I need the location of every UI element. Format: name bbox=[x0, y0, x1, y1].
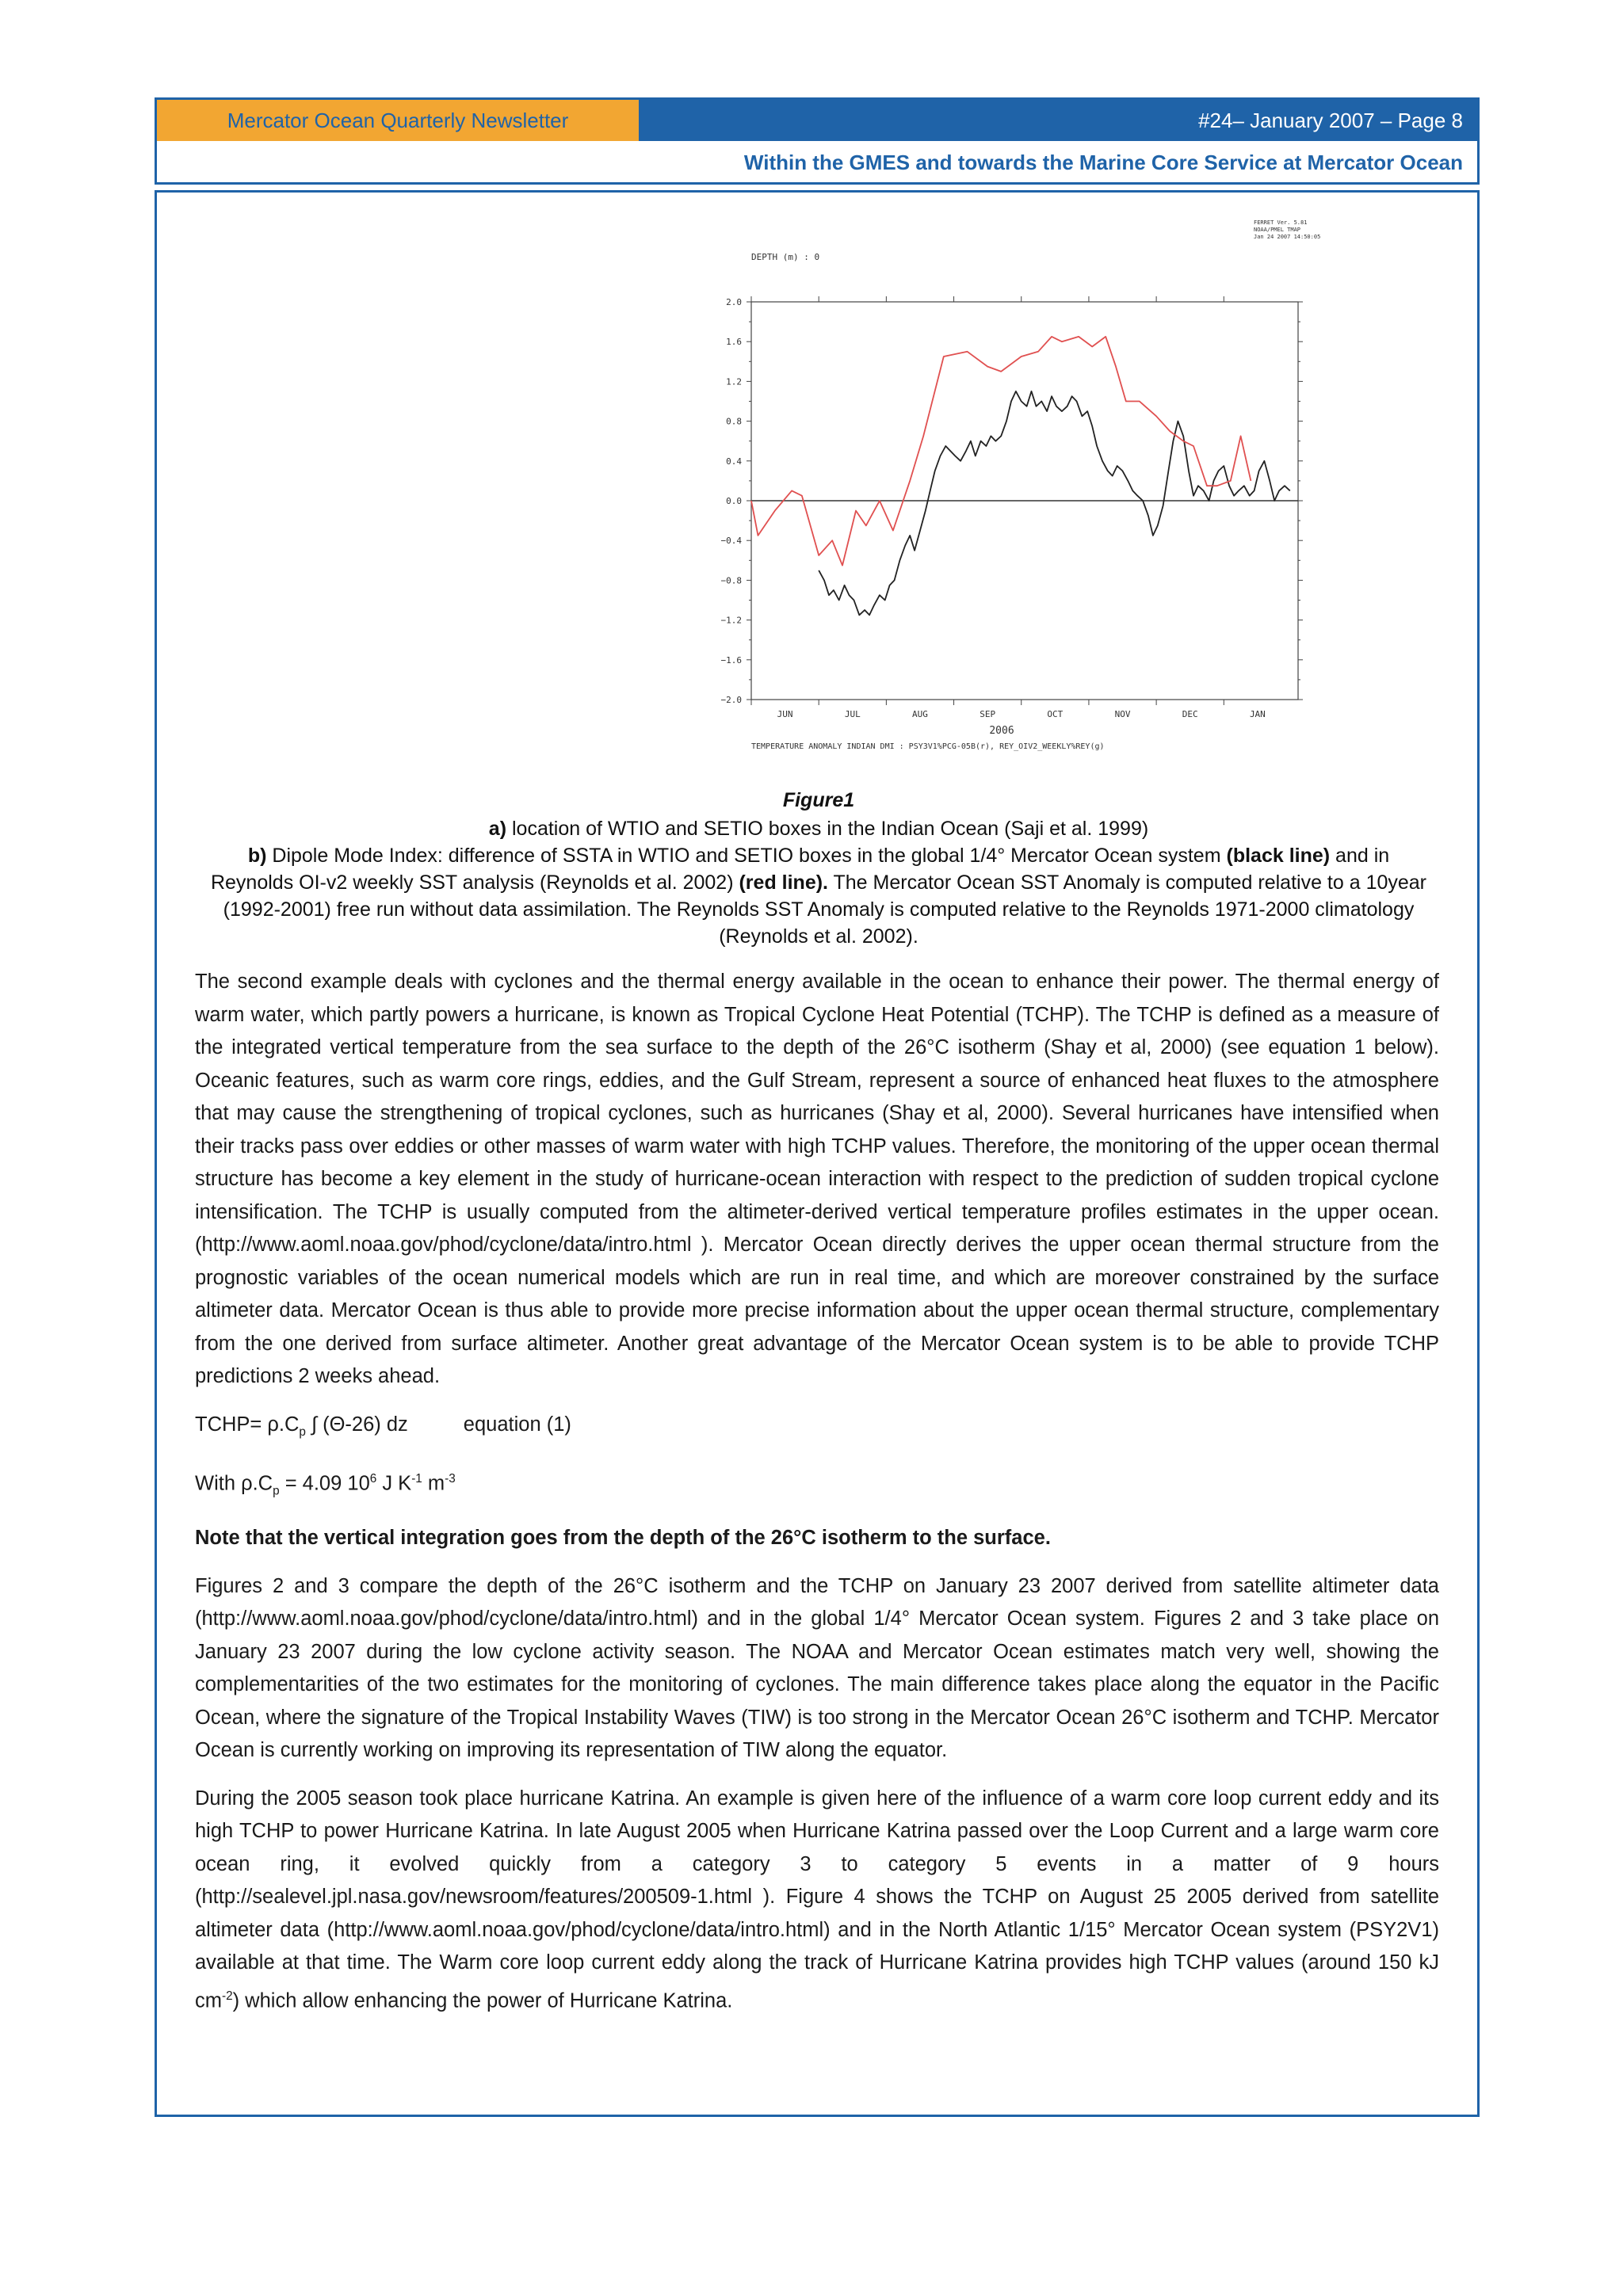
x-tick-label: OCT bbox=[1047, 709, 1064, 719]
plot-area bbox=[721, 296, 1304, 719]
article-body bbox=[195, 966, 1439, 2033]
caption-line-a: a) location of WTIO and SETIO boxes in the Indian Ocean (Saji et al. 1999) bbox=[488, 818, 1149, 840]
y-tick-label: −1.2 bbox=[720, 615, 742, 626]
figure-title: Figure1 bbox=[782, 789, 855, 811]
y-tick-label: 0.8 bbox=[726, 416, 742, 427]
x-tick-label: JUN bbox=[777, 709, 793, 719]
x-tick-label: DEC bbox=[1182, 709, 1198, 719]
header-subtitle: Within the GMES and towards the Marine Core Service at Mercator Ocean bbox=[743, 151, 1463, 174]
y-tick-label: 1.2 bbox=[726, 376, 742, 387]
page-header bbox=[155, 97, 1480, 185]
figure-caption bbox=[204, 787, 1433, 950]
y-tick-label: −2.0 bbox=[720, 695, 742, 705]
paragraph-tchp-intro: The second example deals with cyclones and the thermal energy available in the ocean to enhance their power. The thermal energy of warm water, which partly powers a hurricane, is known as Tropical Cyclone Heat Potential (TCHP). The TCHP is defined as a measure of the integrated vertical temperature from the sea surface to the depth of the 26°C isotherm (Shay et al, 2000) (see equation 1 below). Oceanic features, such as warm core rings, eddies, and the Gulf Stream, represent a source of enhanced heat fluxes to the atmosphere that may cause the strengthening of tropical cyclones, such as hurricanes (Shay et al, 2000). Several hurricanes have intensified when their tracks pass over eddies or other masses of warm water with high TCHP values. Therefore, the monitoring of the upper ocean thermal structure has become a key element in the study of hurricane-ocean interaction with respect to the prediction of sudden tropical cyclone intensification. The TCHP is usually computed from the altimeter-derived vertical temperature profiles estimates in the upper ocean. (http://www.aoml.noaa.gov/phod/cyclone/data/intro.html ). Mercator Ocean directly derives the upper ocean thermal structure from the prognostic variables of the ocean numerical models which are run in real time, and which are moreover constrained by the surface altimeter data. Mercator Ocean is thus able to provide more precise information about the upper ocean thermal structure, complementary from the one derived from surface altimeter. Another great advantage of the Mercator Ocean system is to be able to provide TCHP predictions 2 weeks ahead. bbox=[195, 971, 1439, 1387]
y-tick-label: −0.4 bbox=[720, 536, 742, 547]
ferret-stamp-1: FERRET Ver. 5.81 bbox=[1254, 219, 1308, 226]
x-tick-label: NOV bbox=[1114, 709, 1131, 719]
y-tick-label: −1.6 bbox=[720, 654, 742, 666]
newsletter-title: Mercator Ocean Quarterly Newsletter bbox=[157, 100, 639, 141]
paragraph-figures-2-3: Figures 2 and 3 compare the depth of the 26°C isotherm and the TCHP on January 23 2007 derived from satellite altimeter data (http://www.aoml.noaa.gov/phod/cyclone/data/intro.html) and in the global 1/4° Mercator Ocean system. Figures 2 and 3 take place on January 23 2007 during the low cyclone activity season. The NOAA and Mercator Ocean estimates match very well, showing the complementarities of the two estimates for the monitoring of cyclones. The main difference takes place along the equator in the Pacific Ocean, where the signature of the Tropical Instability Waves (TIW) is too strong in the Mercator Ocean 26°C isotherm and TCHP. Mercator Ocean is currently working on improving its representation of TIW along the equator. bbox=[195, 1574, 1439, 1762]
dmi-line-chart bbox=[632, 200, 1393, 755]
integration-note: Note that the vertical integration goes from the depth of the 26°C isotherm to the surface. bbox=[195, 1527, 1051, 1550]
x-tick-label: JAN bbox=[1249, 709, 1266, 719]
figure-1-chart bbox=[632, 200, 1393, 755]
series-line-mercator bbox=[819, 391, 1290, 615]
ferret-stamp-3: Jan 24 2007 14:50:05 bbox=[1254, 234, 1321, 240]
y-tick-label: 1.6 bbox=[726, 337, 742, 348]
x-axis-label: 2006 bbox=[989, 725, 1014, 737]
y-tick-label: 0.4 bbox=[726, 456, 742, 467]
y-tick-label: −0.8 bbox=[720, 575, 742, 586]
x-tick-label: JUL bbox=[844, 709, 861, 719]
y-tick-label: 2.0 bbox=[726, 297, 742, 307]
equation-constant: With $\rho.C_p = 4.09$ $10^6$ J $K^{-1}$ $m^{-3}$ bbox=[195, 1472, 456, 1498]
paragraph-katrina: During the 2005 season took place hurricane Katrina. An example is given here of the influence of a warm core loop current eddy and its high TCHP to power Hurricane Katrina. In late August 2005 when Hurricane Katrina passed over the Loop Current and a large warm core ocean ring, it evolved quickly from a category 3 to category 5 events in a matter of 9 hours (http://sealevel.jpl.nasa.gov/newsroom/features/200509-1.html ). Figure 4 shows the TCHP on August 25 2005 derived from satellite altimeter data (http://www.aoml.noaa.gov/phod/cyclone/data/intro.html) and in the North Atlantic 1/15° Mercator Ocean system (PSY2V1) available at that time. The Warm core loop current eddy along the track of Hurricane Katrina provides high TCHP values (around 150 kJ $cm^{-2}$) which allow enhancing the power of Hurricane Katrina. bbox=[195, 1787, 1439, 2012]
issue-page-label: #24– January 2007 – Page 8 bbox=[1198, 109, 1463, 132]
equation-1: TCHP= $\rho.C_p$ ∫ (Θ-26) dz equation (1) bbox=[195, 1413, 571, 1439]
x-tick-label: SEP bbox=[980, 709, 996, 719]
content-frame bbox=[155, 190, 1480, 2117]
chart-footer: TEMPERATURE ANOMALY INDIAN DMI : PSY3V1%PCG-05B(r), REY_OIV2_WEEKLY%REY(g) bbox=[751, 742, 1105, 751]
y-tick-label: 0.0 bbox=[726, 496, 742, 506]
ferret-stamp-2: NOAA/PMEL TMAP bbox=[1254, 227, 1301, 233]
x-tick-label: AUG bbox=[912, 709, 928, 719]
equation-label: equation (1) bbox=[463, 1413, 571, 1436]
series-line-reynolds bbox=[751, 337, 1251, 566]
caption-line-b: b) Dipole Mode Index: difference of SSTA in WTIO and SETIO boxes in the global 1/4° Mercator Ocean system (black line) and in Reynolds OI-v2 weekly SST analysis (Reynolds et al. 2002) (red line). The Mercator Ocean SST Anomaly is computed relative to a 10year (1992-2001) free run without data assimilation. The Reynolds SST Anomaly is computed relative to the Reynolds 1971-2000 climatology (Reynolds et al. 2002). bbox=[210, 845, 1427, 948]
chart-title: DEPTH (m) : 0 bbox=[751, 252, 820, 262]
